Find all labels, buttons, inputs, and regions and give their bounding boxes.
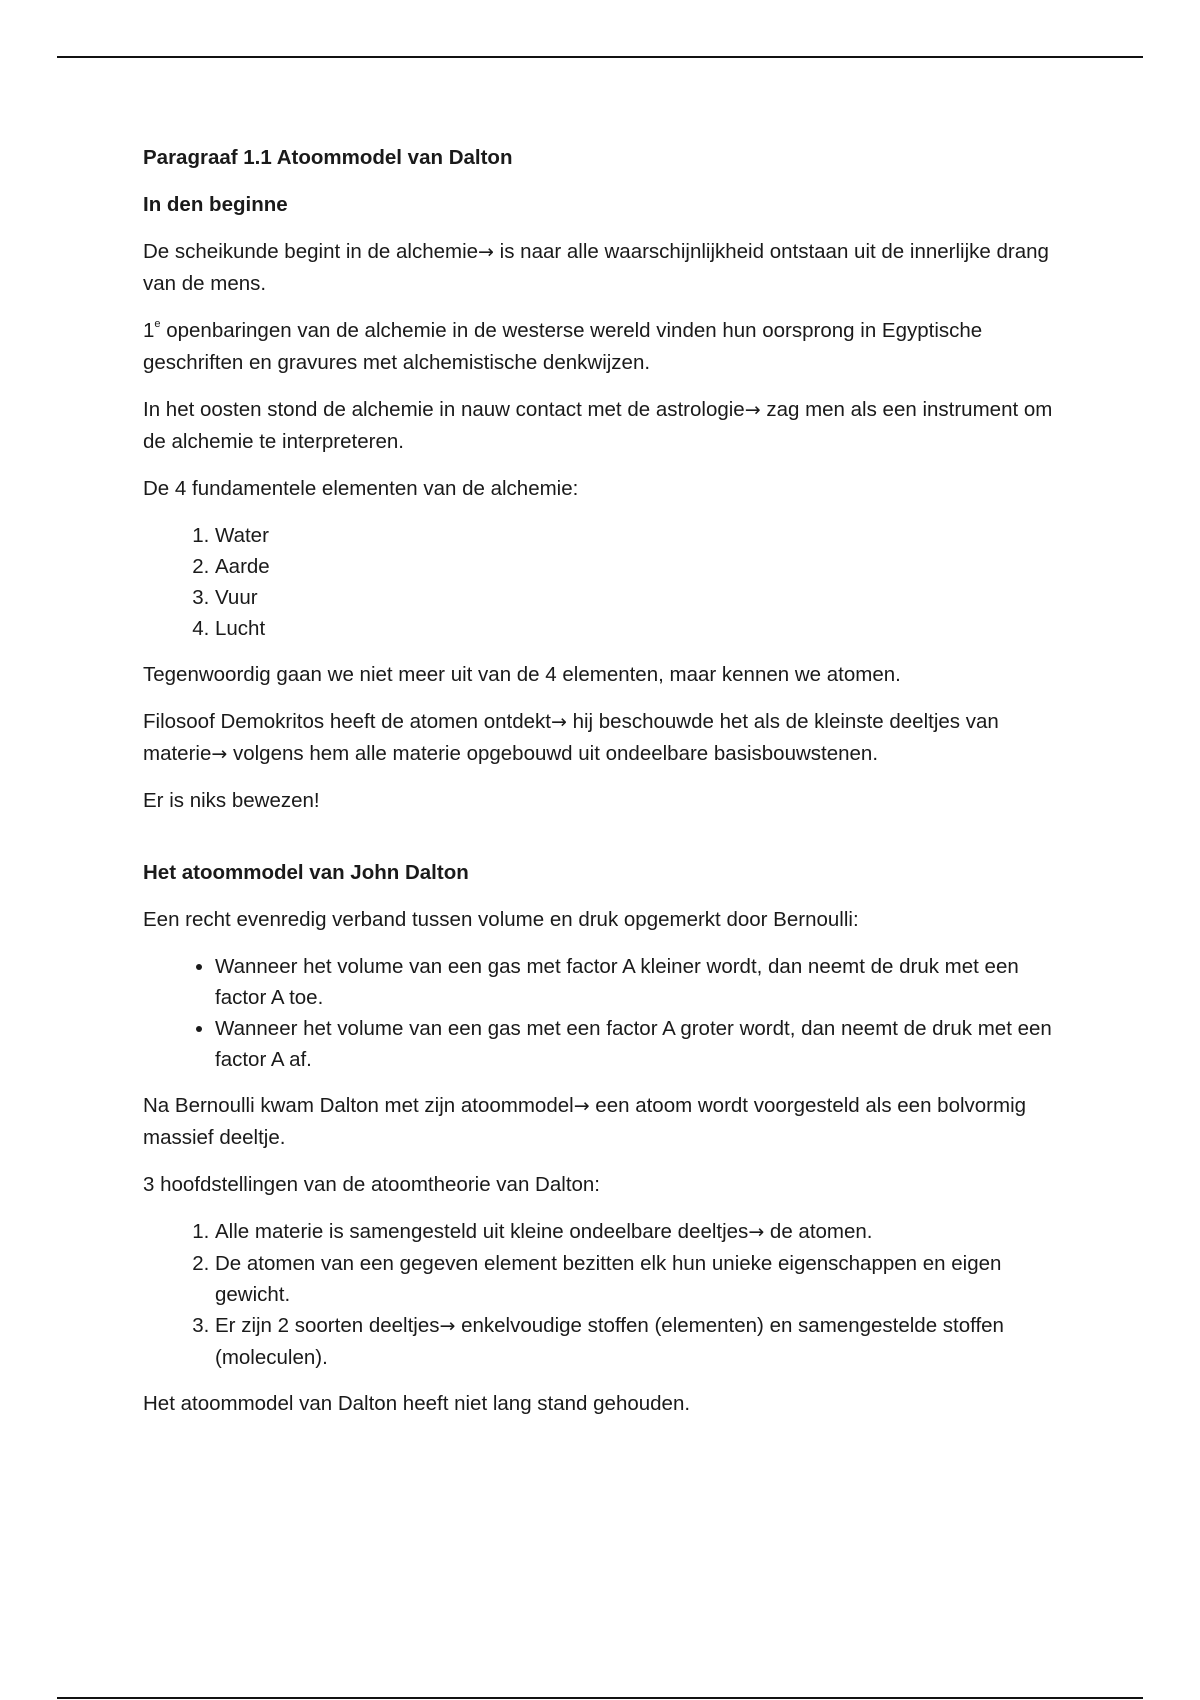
arrow-icon: → — [478, 241, 494, 263]
arrow-icon: → — [211, 743, 228, 765]
arrow-icon: → — [748, 1221, 765, 1243]
list-item: 3. Vuur — [215, 582, 1063, 613]
paragraph-conclusie: Het atoommodel van Dalton heeft niet lang stand gehouden. — [143, 1392, 691, 1415]
list-item: 3. Er zijn 2 soorten deeltjes→ enkelvoudige stoffen (elementen) en samengestelde stoffen (moleculen). — [215, 1310, 1063, 1373]
list-item: • Wanneer het volume van een gas met factor A kleiner wordt, dan neemt de druk met een factor A toe. — [215, 951, 1063, 1013]
footer-rule — [57, 1697, 1143, 1699]
paragraph-tegenwoordig: Tegenwoordig gaan we niet meer uit van de 4 elementen, maar kennen we atomen. — [143, 663, 901, 686]
page-title: Paragraaf 1.1 Atoommodel van Dalton — [143, 146, 513, 169]
list-item: • Wanneer het volume van een gas met een factor A groter wordt, dan neemt de druk met een factor A af. — [215, 1013, 1063, 1075]
paragraph-bewezen: Er is niks bewezen! — [143, 789, 320, 812]
bernoulli-bullets — [143, 951, 1063, 1075]
paragraph-oosten: In het oosten stond de alchemie in nauw contact met de astrologie→ zag men als een instrument om de alchemie te interpreteren. — [143, 398, 1053, 453]
section-heading-beginne: In den beginne — [143, 193, 288, 216]
header-rule — [57, 56, 1143, 58]
list-item: 2. De atomen van een gegeven element bezitten elk hun unieke eigenschappen en eigen gewicht. — [215, 1248, 1063, 1310]
paragraph-hoofdstellingen-intro: 3 hoofdstellingen van de atoomtheorie van Dalton: — [143, 1173, 601, 1196]
paragraph-elementen-intro: De 4 fundamentele elementen van de alchemie: — [143, 477, 579, 500]
paragraph-openbaringen: 1e openbaringen van de alchemie in de westerse wereld vinden hun oorsprong in Egyptische geschriften en gravures met alchemistische denkwijzen. — [143, 318, 983, 374]
paragraph-bernoulli: Een recht evenredig verband tussen volume en druk opgemerkt door Bernoulli: — [143, 908, 859, 931]
arrow-icon: → — [439, 1315, 456, 1337]
arrow-icon: → — [550, 711, 567, 733]
elements-list — [143, 520, 1063, 644]
theses-list — [143, 1216, 1063, 1373]
list-item: 2. Aarde — [215, 551, 1063, 582]
paragraph-na-bernoulli: Na Bernoulli kwam Dalton met zijn atoommodel→ een atoom wordt voorgesteld als een bolvormig massief deeltje. — [143, 1094, 1027, 1149]
section-heading-dalton: Het atoommodel van John Dalton — [143, 861, 469, 884]
list-item: 1. Alle materie is samengesteld uit kleine ondeelbare deeltjes→ de atomen. — [215, 1216, 1063, 1248]
paragraph-demokritos: Filosoof Demokritos heeft de atomen ontdekt→ hij beschouwde het als de kleinste deeltjes van materie→ volgens hem alle materie opgebouwd uit ondeelbare basisbouwstenen. — [143, 710, 999, 765]
document-body — [143, 142, 1063, 1435]
paragraph-alchemie: De scheikunde begint in de alchemie→ is naar alle waarschijnlijkheid ontstaan uit de innerlijke drang van de mens. — [143, 240, 1049, 295]
arrow-icon: → — [744, 399, 761, 421]
arrow-icon: → — [573, 1095, 590, 1117]
list-item: 1. Water — [215, 520, 1063, 551]
list-item: 4. Lucht — [215, 613, 1063, 644]
